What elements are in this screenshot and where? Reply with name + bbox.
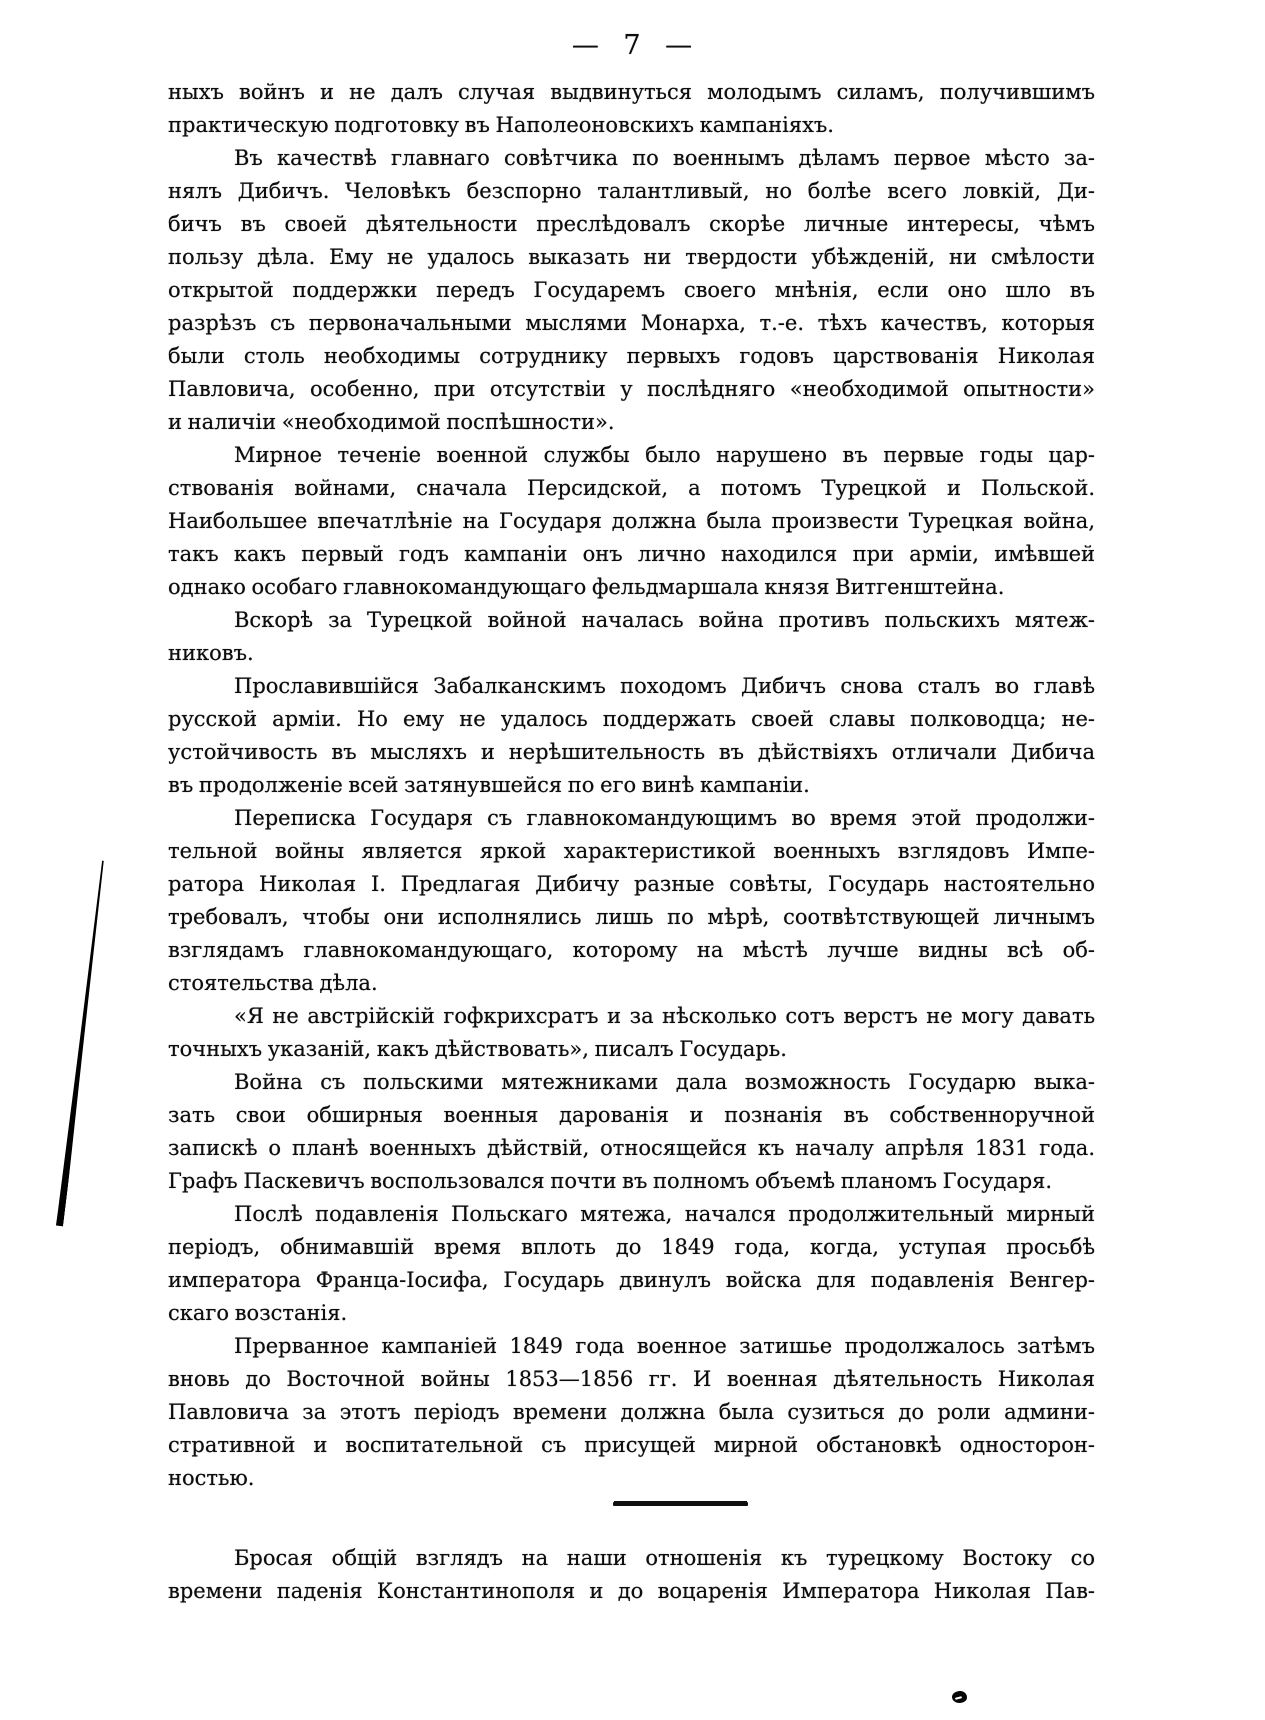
- text-line: открытой поддержки передъ Государемъ своего мнѣнія, если оно шло въ: [168, 278, 1095, 302]
- text-line: такъ какъ первый годъ кампаніи онъ лично находился при арміи, имѣвшей: [168, 542, 1095, 566]
- text-line: Наибольшее впечатлѣніе на Государя должна была произвести Турецкая война,: [168, 509, 1095, 533]
- paragraph: [168, 802, 1095, 1000]
- text-line: императора Франца-Іосифа, Государь двинулъ войска для подавленія Венгер-: [168, 1268, 1095, 1292]
- text-line: однако особаго главнокомандующаго фельдмаршала князя Витгенштейна.: [168, 575, 1005, 599]
- text-line: нялъ Дибичъ. Человѣкъ безспорно талантливый, но болѣе всего ловкій, Ди-: [168, 179, 1095, 203]
- text-block: [168, 76, 1095, 1608]
- paragraph: [168, 1000, 1095, 1066]
- text-line: Прерванное кампаніей 1849 года военное затишье продолжалось затѣмъ: [234, 1334, 1095, 1358]
- paragraph: [168, 670, 1095, 802]
- text-line: Переписка Государя съ главнокомандующимъ во время этой продолжи-: [234, 806, 1095, 830]
- paragraph: [168, 76, 1095, 142]
- text-line: требовалъ, чтобы они исполнялись лишь по мѣрѣ, соотвѣтствующей личнымъ: [168, 905, 1095, 929]
- text-line: Вскорѣ за Турецкой войной началась война противъ польскихъ мятеж-: [234, 608, 1095, 632]
- text-line: устойчивость въ мысляхъ и нерѣшительность въ дѣйствіяхъ отличали Дибича: [168, 740, 1095, 764]
- text-line: ствованія войнами, сначала Персидской, а потомъ Турецкой и Польской.: [168, 476, 1095, 500]
- paragraph: [168, 1198, 1095, 1330]
- text-line: Въ качествѣ главнаго совѣтчика по военнымъ дѣламъ первое мѣсто за-: [234, 146, 1095, 170]
- section-divider: [613, 1502, 748, 1506]
- paragraph: [168, 604, 1095, 670]
- text-line: Война съ польскими мятежниками дала возможность Государю выка-: [234, 1070, 1095, 1094]
- text-line: взглядамъ главнокомандующаго, которому на мѣстѣ лучше видны всѣ об-: [168, 938, 1095, 962]
- text-line: тельной войны является яркой характеристикой военныхъ взглядовъ Импе-: [168, 839, 1095, 863]
- paragraph: [168, 1066, 1095, 1198]
- paragraph: [168, 439, 1095, 604]
- text-line: скаго возстанія.: [168, 1301, 348, 1325]
- text-line: бичъ въ своей дѣятельности преслѣдовалъ скорѣе личные интересы, чѣмъ: [168, 212, 1095, 236]
- text-line: зать свои обширныя военныя дарованія и познанія въ собственноручной: [168, 1103, 1095, 1127]
- paragraph: [168, 142, 1095, 439]
- text-line: стоятельства дѣла.: [168, 971, 378, 995]
- paragraph: [168, 1542, 1095, 1608]
- text-line: въ продолженіе всей затянувшейся по его винѣ кампаніи.: [168, 773, 810, 797]
- page-number: — 7 —: [571, 30, 694, 61]
- text-line: Павловича за этотъ періодъ времени должна была сузиться до роли админи-: [168, 1400, 1095, 1424]
- paragraph: [168, 1330, 1095, 1495]
- text-line: русской арміи. Но ему не удалось поддержать своей славы полководца; не-: [168, 707, 1095, 731]
- text-line: были столь необходимы сотруднику первыхъ годовъ царствованія Николая: [168, 344, 1095, 368]
- text-line: запискѣ о планѣ военныхъ дѣйствій, относящейся къ началу апрѣля 1831 года.: [168, 1136, 1095, 1160]
- text-line: вновь до Восточной войны 1853—1856 гг. И военная дѣятельность Николая: [168, 1367, 1095, 1391]
- text-line: разрѣзъ съ первоначальными мыслями Монарха, т.-е. тѣхъ качествъ, которыя: [168, 311, 1095, 335]
- text-line: «Я не австрійскій гофкрихсратъ и за нѣсколько сотъ верстъ не могу давать: [234, 1004, 1095, 1028]
- text-line: Мирное теченіе военной службы было нарушено въ первые годы цар-: [234, 443, 1095, 467]
- text-line: Графъ Паскевичъ воспользовался почти въ полномъ объемѣ планомъ Государя.: [168, 1169, 1053, 1193]
- text-line: и наличіи «необходимой поспѣшности».: [168, 410, 615, 434]
- text-line: ностью.: [168, 1466, 255, 1490]
- text-line: практическую подготовку въ Наполеоновскихъ кампаніяхъ.: [168, 113, 834, 137]
- text-line: Послѣ подавленія Польскаго мятежа, начался продолжительный мирный: [234, 1202, 1095, 1226]
- text-line: никовъ.: [168, 641, 254, 665]
- pen-stroke-artifact: [53, 860, 108, 1226]
- text-line: стративной и воспитательной съ присущей мирной обстановкѣ односторон-: [168, 1433, 1095, 1457]
- text-line: точныхъ указаній, какъ дѣйствовать», писалъ Государь.: [168, 1037, 787, 1061]
- text-line: Павловича, особенно, при отсутствіи у послѣдняго «необходимой опытности»: [168, 377, 1095, 401]
- text-line: періодъ, обнимавшій время вплоть до 1849 года, когда, уступая просьбѣ: [168, 1235, 1095, 1259]
- ink-blot-artifact: [952, 1691, 967, 1703]
- text-line: времени паденія Константинополя и до воцаренія Императора Николая Пав-: [168, 1579, 1095, 1603]
- text-line: Бросая общій взглядъ на наши отношенія къ турецкому Востоку со: [234, 1546, 1095, 1570]
- text-line: пользу дѣла. Ему не удалось выказать ни твердости убѣжденій, ни смѣлости: [168, 245, 1095, 269]
- text-line: Прославившійся Забалканскимъ походомъ Дибичъ снова сталъ во главѣ: [234, 674, 1095, 698]
- text-line: ратора Николая I. Предлагая Дибичу разные совѣты, Государь настоятельно: [168, 872, 1095, 896]
- text-line: ныхъ войнъ и не далъ случая выдвинуться молодымъ силамъ, получившимъ: [168, 80, 1095, 104]
